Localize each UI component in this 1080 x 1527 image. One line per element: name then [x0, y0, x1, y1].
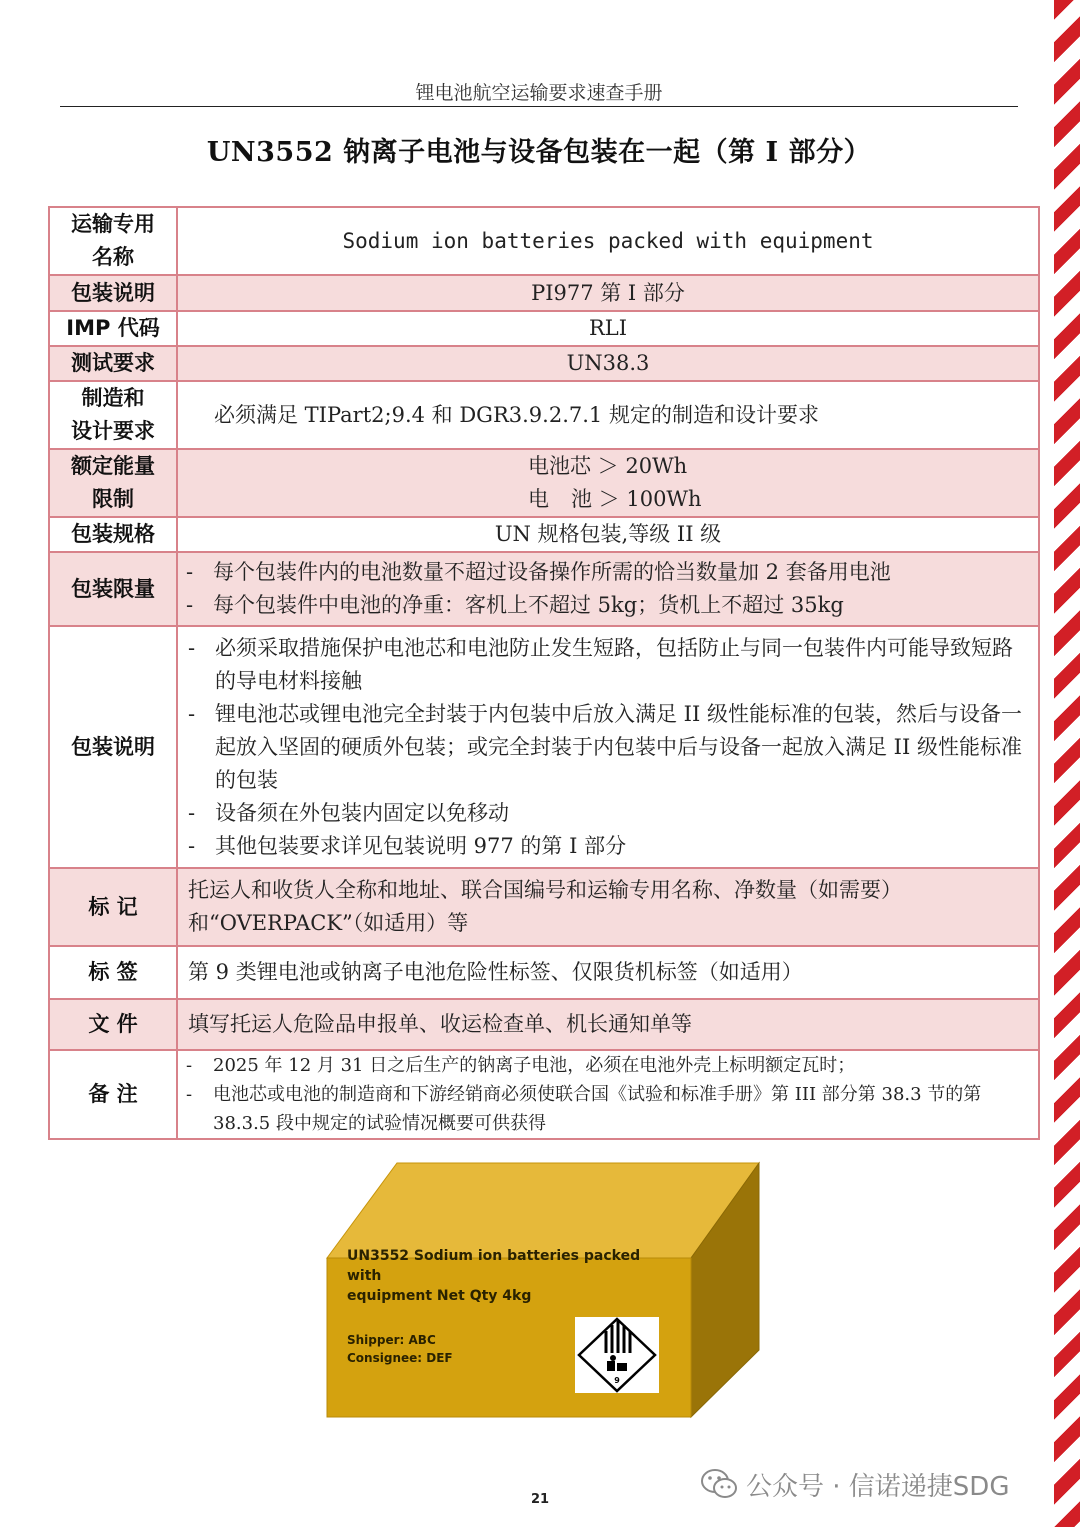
hazard-stripe-border [1054, 0, 1080, 1527]
row-label: 包装限量 [49, 552, 177, 626]
list-item: - 锂电池芯或锂电池完全封装于内包装中后放入满足 II 级性能标准的包装，然后与设备一起放入坚固的硬质外包装；或完全封装于内包装中后与设备一起放入满足 II 级性能标准的包装 [188, 698, 1030, 797]
row-value: 填写托运人危险品申报单、收运检查单、机长通知单等 [177, 999, 1039, 1050]
table-row [49, 517, 1039, 552]
table-row [49, 311, 1039, 346]
table-row [49, 946, 1039, 999]
table-row [49, 449, 1039, 517]
row-label: 运输专用 名称 [49, 207, 177, 275]
row-value: RLI [177, 311, 1039, 346]
list-item: - 电池芯或电池的制造商和下游经销商必须使联合国《试验和标准手册》第 III 部分第 38.3 节的第 38.3.5 段中规定的试验情况概要可供获得 [186, 1080, 1038, 1138]
row-label: 额定能量 限制 [49, 449, 177, 517]
table-row [49, 868, 1039, 946]
battery-energy-limit: 电 池 ＞ 100Wh [528, 487, 702, 511]
row-value: Sodium ion batteries packed with equipment [177, 207, 1039, 275]
row-value: 托运人和收货人全称和地址、联合国编号和运输专用名称、净数量（如需要）和“OVERPACK”（如适用）等 [177, 868, 1039, 946]
table-row [49, 1050, 1039, 1139]
row-label: 测试要求 [49, 346, 177, 381]
list-item: - 每个包装件内的电池数量不超过设备操作所需的恰当数量加 2 套备用电池 [186, 556, 1038, 589]
row-value: 第 9 类锂电池或钠离子电池危险性标签、仅限货机标签（如适用） [177, 946, 1039, 999]
row-label: 文 件 [49, 999, 177, 1050]
row-value: 必须满足 TIPart2;9.4 和 DGR3.9.2.7.1 规定的制造和设计要求 [177, 381, 1039, 449]
row-value: UN 规格包装,等级 II 级 [177, 517, 1039, 552]
wechat-watermark: 公众号 · 信诺递捷SDG [700, 1466, 1009, 1502]
row-label: 标 记 [49, 868, 177, 946]
requirements-table [48, 206, 1040, 1140]
row-value [177, 1050, 1039, 1139]
page-number: 21 [530, 1492, 550, 1507]
row-label: 包装说明 [49, 275, 177, 311]
row-value: UN38.3 [177, 346, 1039, 381]
row-value [177, 449, 1039, 517]
table-row [49, 552, 1039, 626]
package-marking: UN3552 Sodium ion batteries packed with equipment Net Qty 4kg [347, 1248, 641, 1304]
list-item: - 其他包装要求详见包装说明 977 的第 I 部分 [188, 830, 1030, 863]
table-row [49, 381, 1039, 449]
table-row [49, 207, 1039, 275]
table-row [49, 275, 1039, 311]
shipper-consignee: Shipper: ABC Consignee: DEF [347, 1333, 453, 1365]
package-illustration [325, 1160, 765, 1422]
row-label: 标 签 [49, 946, 177, 999]
running-header: 锂电池航空运输要求速查手册 [415, 82, 663, 104]
list-item: - 设备须在外包装内固定以免移动 [188, 797, 1030, 830]
row-label: 包装规格 [49, 517, 177, 552]
table-row [49, 346, 1039, 381]
row-value [177, 552, 1039, 626]
page-title: UN3552 钠离子电池与设备包装在一起（第 I 部分） [206, 137, 872, 168]
class-9-diamond-icon [575, 1317, 659, 1393]
list-item: - 2025 年 12 月 31 日之后生产的钠离子电池，必须在电池外壳上标明额定瓦时； [186, 1051, 1038, 1080]
row-label: 制造和 设计要求 [49, 381, 177, 449]
list-item: - 每个包装件中电池的净重：客机上不超过 5kg；货机上不超过 35kg [186, 589, 1038, 622]
row-label: 包装说明 [49, 626, 177, 868]
table-row [49, 999, 1039, 1050]
wechat-icon [700, 1468, 738, 1500]
row-label: 备 注 [49, 1050, 177, 1139]
cell-energy-limit: 电池芯 ＞ 20Wh [528, 454, 688, 478]
class-9-hazard-label [575, 1317, 659, 1393]
row-label: IMP 代码 [49, 311, 177, 346]
header-rule [60, 106, 1018, 107]
table-row [49, 626, 1039, 868]
svg-text:9: 9 [614, 1376, 620, 1385]
list-item: - 必须采取措施保护电池芯和电池防止发生短路，包括防止与同一包装件内可能导致短路的导电材料接触 [188, 632, 1030, 698]
row-value [177, 626, 1039, 868]
row-value: PI977 第 I 部分 [177, 275, 1039, 311]
